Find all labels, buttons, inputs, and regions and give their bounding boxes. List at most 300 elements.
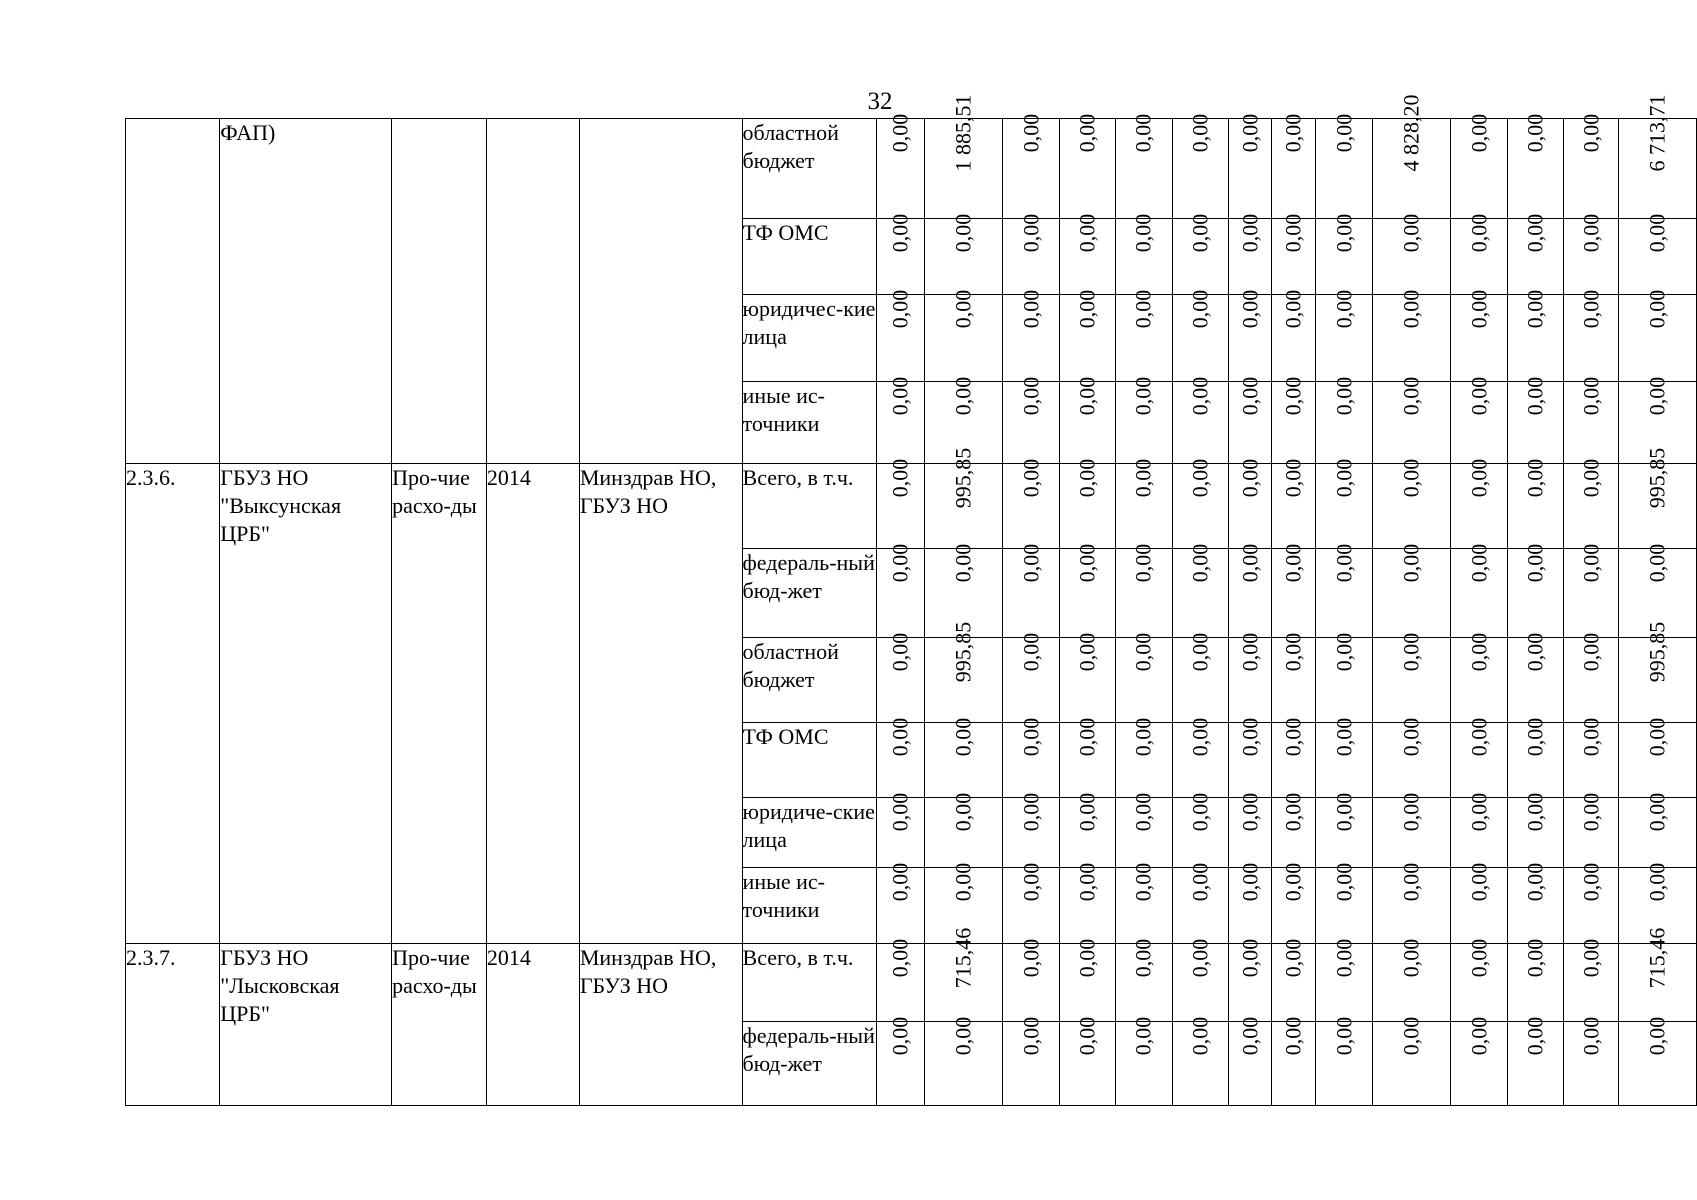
amount-cell bbox=[876, 717, 924, 798]
amount-value: 0,00 bbox=[1465, 376, 1491, 416]
funding-source-cell: иные ис-точники bbox=[742, 382, 876, 464]
amount-cell bbox=[876, 213, 924, 295]
amount-cell bbox=[1618, 289, 1696, 382]
amount-cell bbox=[1172, 632, 1228, 723]
amount-cell bbox=[1618, 792, 1696, 868]
amount-cell bbox=[1507, 862, 1563, 944]
amount-cell bbox=[1172, 862, 1228, 944]
amount-value: 0,00 bbox=[1130, 543, 1156, 583]
amount-cell bbox=[1059, 543, 1115, 638]
amount-value: 0,00 bbox=[1130, 113, 1156, 153]
amount-cell bbox=[1272, 938, 1316, 1022]
amount-cell bbox=[876, 113, 924, 219]
amount-value: 0,00 bbox=[887, 1016, 913, 1056]
amount-value: 995,85 bbox=[950, 621, 976, 683]
amount-value: 0,00 bbox=[1331, 458, 1356, 498]
amount-cell bbox=[1563, 632, 1618, 723]
amount-cell bbox=[1450, 213, 1507, 295]
amount-value: 0,00 bbox=[1522, 458, 1548, 498]
amount-cell bbox=[924, 94, 1002, 219]
amount-cell bbox=[1172, 543, 1228, 638]
amount-value: 0,00 bbox=[1577, 632, 1603, 672]
amount-value: 0,00 bbox=[1280, 717, 1306, 757]
amount-cell bbox=[1507, 113, 1563, 219]
amount-value: 0,00 bbox=[1280, 376, 1306, 416]
amount-cell bbox=[1272, 717, 1316, 798]
funding-source-cell: юридичес-кие лица bbox=[742, 295, 876, 382]
amount-value: 0,00 bbox=[1074, 862, 1100, 902]
amount-value: 0,00 bbox=[887, 862, 913, 902]
amount-value: 0,00 bbox=[1644, 376, 1670, 416]
amount-value: 0,00 bbox=[1017, 632, 1043, 672]
institution-name-cell: ГБУЗ НО "Выксунская ЦРБ" bbox=[220, 464, 392, 944]
amount-cell bbox=[1507, 458, 1563, 549]
funding-source-cell: Всего, в т.ч. bbox=[742, 944, 876, 1022]
amount-value: 0,00 bbox=[1130, 1016, 1156, 1056]
expense-type-cell: Про-чие расхо-ды bbox=[392, 944, 487, 1106]
amount-cell bbox=[1563, 543, 1618, 638]
amount-cell bbox=[1059, 717, 1115, 798]
amount-value: 0,00 bbox=[1236, 938, 1262, 978]
amount-cell bbox=[1228, 717, 1272, 798]
item-code-cell: 2.3.7. bbox=[126, 944, 220, 1106]
amount-value: 0,00 bbox=[1398, 862, 1424, 902]
amount-cell bbox=[1272, 792, 1316, 868]
amount-cell bbox=[1272, 632, 1316, 723]
amount-value: 0,00 bbox=[1017, 717, 1043, 757]
amount-cell bbox=[1507, 543, 1563, 638]
amount-value: 0,00 bbox=[1074, 632, 1100, 672]
amount-value: 0,00 bbox=[1187, 113, 1213, 153]
amount-value: 0,00 bbox=[1577, 543, 1603, 583]
executor-cell bbox=[579, 119, 742, 464]
amount-cell bbox=[1002, 376, 1059, 464]
amount-value: 6 713,71 bbox=[1644, 94, 1670, 172]
amount-cell bbox=[1563, 289, 1618, 382]
amount-cell bbox=[1450, 376, 1507, 464]
amount-value: 995,85 bbox=[1644, 447, 1670, 509]
amount-cell bbox=[876, 376, 924, 464]
amount-cell bbox=[924, 289, 1002, 382]
amount-cell bbox=[1563, 458, 1618, 549]
amount-cell bbox=[1618, 447, 1696, 549]
amount-cell bbox=[1316, 113, 1373, 219]
amount-value: 4 828,20 bbox=[1398, 94, 1424, 172]
amount-cell bbox=[1563, 717, 1618, 798]
amount-cell bbox=[1450, 632, 1507, 723]
amount-value: 0,00 bbox=[1017, 938, 1043, 978]
amount-value: 0,00 bbox=[1577, 938, 1603, 978]
amount-cell bbox=[1563, 1016, 1618, 1106]
amount-cell bbox=[1115, 792, 1172, 868]
amount-value: 0,00 bbox=[1465, 862, 1491, 902]
amount-value: 0,00 bbox=[1331, 543, 1356, 583]
amount-value: 0,00 bbox=[887, 938, 913, 978]
amount-value: 0,00 bbox=[1577, 792, 1603, 832]
amount-cell bbox=[1228, 289, 1272, 382]
amount-value: 0,00 bbox=[1236, 632, 1262, 672]
amount-cell bbox=[1316, 938, 1373, 1022]
amount-cell bbox=[1002, 213, 1059, 295]
amount-value: 0,00 bbox=[887, 376, 913, 416]
amount-cell bbox=[1507, 717, 1563, 798]
amount-cell bbox=[1450, 717, 1507, 798]
amount-cell bbox=[1059, 289, 1115, 382]
amount-cell bbox=[1059, 1016, 1115, 1106]
amount-value: 0,00 bbox=[1187, 289, 1213, 329]
amount-cell bbox=[924, 213, 1002, 295]
amount-value: 0,00 bbox=[1187, 1016, 1213, 1056]
amount-cell bbox=[1372, 458, 1450, 549]
amount-cell bbox=[1172, 938, 1228, 1022]
amount-value: 0,00 bbox=[1187, 792, 1213, 832]
amount-cell bbox=[1059, 458, 1115, 549]
amount-cell bbox=[1115, 458, 1172, 549]
amount-cell bbox=[876, 862, 924, 944]
amount-cell bbox=[876, 792, 924, 868]
funding-source-cell: юридиче-ские лица bbox=[742, 798, 876, 868]
funding-source-cell: Всего, в т.ч. bbox=[742, 464, 876, 549]
amount-cell bbox=[1172, 289, 1228, 382]
amount-value: 0,00 bbox=[1522, 717, 1548, 757]
amount-value: 0,00 bbox=[1074, 792, 1100, 832]
amount-cell bbox=[1002, 289, 1059, 382]
institution-name-cell: ФАП) bbox=[220, 119, 392, 464]
amount-value: 0,00 bbox=[887, 458, 913, 498]
amount-value: 0,00 bbox=[1398, 376, 1424, 416]
page-number: 32 bbox=[867, 88, 893, 115]
executor-cell: Минздрав НО, ГБУЗ НО bbox=[579, 464, 742, 944]
amount-value: 0,00 bbox=[1331, 862, 1356, 902]
amount-cell bbox=[1272, 213, 1316, 295]
amount-value: 0,00 bbox=[1465, 792, 1491, 832]
amount-value: 0,00 bbox=[1187, 213, 1213, 253]
amount-value: 0,00 bbox=[1465, 632, 1491, 672]
amount-value: 0,00 bbox=[1074, 458, 1100, 498]
amount-cell bbox=[1228, 376, 1272, 464]
amount-cell bbox=[1228, 213, 1272, 295]
amount-cell bbox=[876, 543, 924, 638]
amount-value: 0,00 bbox=[1280, 543, 1306, 583]
amount-cell bbox=[1372, 213, 1450, 295]
amount-value: 0,00 bbox=[1236, 289, 1262, 329]
amount-cell bbox=[924, 792, 1002, 868]
amount-cell bbox=[1618, 213, 1696, 295]
amount-cell bbox=[1316, 717, 1373, 798]
amount-value: 0,00 bbox=[1280, 213, 1306, 253]
amount-cell bbox=[1115, 862, 1172, 944]
amount-value: 0,00 bbox=[1331, 289, 1356, 329]
amount-cell bbox=[1372, 632, 1450, 723]
amount-cell bbox=[1618, 94, 1696, 219]
amount-value: 0,00 bbox=[1236, 213, 1262, 253]
amount-value: 0,00 bbox=[1644, 792, 1670, 832]
amount-cell bbox=[1002, 938, 1059, 1022]
amount-cell bbox=[1115, 289, 1172, 382]
amount-cell bbox=[1272, 1016, 1316, 1106]
item-code-cell: 2.3.6. bbox=[126, 464, 220, 944]
amount-cell bbox=[1059, 862, 1115, 944]
amount-cell bbox=[1228, 632, 1272, 723]
amount-value: 0,00 bbox=[1017, 543, 1043, 583]
amount-value: 0,00 bbox=[1465, 289, 1491, 329]
amount-cell bbox=[1002, 458, 1059, 549]
amount-value: 0,00 bbox=[1017, 113, 1043, 153]
amount-value: 0,00 bbox=[1577, 289, 1603, 329]
amount-value: 0,00 bbox=[1398, 213, 1424, 253]
amount-cell bbox=[1172, 376, 1228, 464]
amount-value: 0,00 bbox=[1644, 289, 1670, 329]
amount-cell bbox=[924, 447, 1002, 549]
amount-cell bbox=[1272, 376, 1316, 464]
amount-cell bbox=[1172, 458, 1228, 549]
amount-value: 0,00 bbox=[1280, 1016, 1306, 1056]
funding-source-cell: федераль-ный бюд-жет bbox=[742, 1022, 876, 1106]
amount-cell bbox=[1372, 938, 1450, 1022]
amount-value: 0,00 bbox=[1074, 543, 1100, 583]
amount-cell bbox=[1563, 376, 1618, 464]
amount-value: 0,00 bbox=[1187, 717, 1213, 757]
amount-value: 0,00 bbox=[1187, 938, 1213, 978]
table-row bbox=[126, 119, 1697, 219]
amount-cell bbox=[1115, 632, 1172, 723]
funding-source-cell: ТФ ОМС bbox=[742, 723, 876, 798]
amount-cell bbox=[1316, 1016, 1373, 1106]
amount-cell bbox=[1228, 113, 1272, 219]
amount-cell bbox=[1618, 717, 1696, 798]
amount-value: 0,00 bbox=[1465, 213, 1491, 253]
amount-value: 0,00 bbox=[1398, 938, 1424, 978]
amount-value: 0,00 bbox=[1236, 717, 1262, 757]
amount-cell bbox=[1059, 938, 1115, 1022]
amount-value: 0,00 bbox=[1465, 1016, 1491, 1056]
amount-value: 0,00 bbox=[1644, 862, 1670, 902]
amount-cell bbox=[1316, 543, 1373, 638]
amount-cell bbox=[1228, 458, 1272, 549]
amount-value: 0,00 bbox=[1280, 458, 1306, 498]
amount-cell bbox=[924, 1016, 1002, 1106]
amount-value: 0,00 bbox=[1130, 213, 1156, 253]
amount-value: 0,00 bbox=[1577, 1016, 1603, 1056]
amount-cell bbox=[1563, 862, 1618, 944]
amount-cell bbox=[1059, 213, 1115, 295]
amount-value: 0,00 bbox=[1236, 113, 1262, 153]
amount-cell bbox=[1563, 113, 1618, 219]
amount-cell bbox=[1507, 1016, 1563, 1106]
amount-value: 0,00 bbox=[1331, 376, 1356, 416]
amount-cell bbox=[1115, 213, 1172, 295]
amount-value: 0,00 bbox=[1522, 792, 1548, 832]
amount-value: 0,00 bbox=[1130, 376, 1156, 416]
amount-value: 0,00 bbox=[1280, 938, 1306, 978]
amount-value: 0,00 bbox=[1644, 213, 1670, 253]
amount-value: 0,00 bbox=[1398, 289, 1424, 329]
institution-name-cell: ГБУЗ НО "Лысковская ЦРБ" bbox=[220, 944, 392, 1106]
amount-value: 0,00 bbox=[1017, 213, 1043, 253]
amount-value: 0,00 bbox=[1187, 632, 1213, 672]
amount-cell bbox=[1172, 113, 1228, 219]
amount-cell bbox=[1450, 543, 1507, 638]
amount-value: 0,00 bbox=[950, 289, 976, 329]
amount-value: 0,00 bbox=[1017, 289, 1043, 329]
amount-cell bbox=[1372, 289, 1450, 382]
funding-source-cell: ТФ ОМС bbox=[742, 219, 876, 295]
amount-value: 0,00 bbox=[887, 113, 913, 153]
expense-type-cell: Про-чие расхо-ды bbox=[392, 464, 487, 944]
amount-value: 0,00 bbox=[1187, 376, 1213, 416]
amount-cell bbox=[1316, 792, 1373, 868]
amount-cell bbox=[1316, 862, 1373, 944]
amount-cell bbox=[924, 717, 1002, 798]
funding-source-cell: федераль-ный бюд-жет bbox=[742, 549, 876, 638]
amount-cell bbox=[1272, 289, 1316, 382]
amount-value: 0,00 bbox=[1130, 792, 1156, 832]
amount-value: 0,00 bbox=[1236, 792, 1262, 832]
amount-value: 0,00 bbox=[1130, 717, 1156, 757]
amount-value: 0,00 bbox=[1236, 862, 1262, 902]
amount-cell bbox=[876, 1016, 924, 1106]
amount-value: 0,00 bbox=[1644, 543, 1670, 583]
amount-cell bbox=[1115, 1016, 1172, 1106]
amount-value: 0,00 bbox=[887, 289, 913, 329]
amount-cell bbox=[1228, 938, 1272, 1022]
amount-cell bbox=[1002, 792, 1059, 868]
amount-cell bbox=[1316, 458, 1373, 549]
amount-value: 0,00 bbox=[1522, 376, 1548, 416]
amount-cell bbox=[1372, 543, 1450, 638]
amount-cell bbox=[876, 938, 924, 1022]
amount-cell bbox=[1228, 792, 1272, 868]
amount-value: 0,00 bbox=[1522, 938, 1548, 978]
amount-value: 0,00 bbox=[1017, 862, 1043, 902]
amount-value: 0,00 bbox=[1522, 632, 1548, 672]
amount-cell bbox=[1450, 289, 1507, 382]
amount-value: 0,00 bbox=[950, 717, 976, 757]
amount-value: 0,00 bbox=[1331, 1016, 1356, 1056]
amount-cell bbox=[1172, 792, 1228, 868]
amount-value: 0,00 bbox=[1331, 113, 1356, 153]
amount-value: 0,00 bbox=[1522, 289, 1548, 329]
amount-value: 0,00 bbox=[950, 1016, 976, 1056]
amount-value: 0,00 bbox=[1280, 289, 1306, 329]
amount-cell bbox=[1172, 1016, 1228, 1106]
amount-cell bbox=[1316, 632, 1373, 723]
expense-type-cell bbox=[392, 119, 487, 464]
year-cell: 2014 bbox=[486, 464, 579, 944]
year-cell bbox=[486, 119, 579, 464]
amount-value: 0,00 bbox=[1074, 376, 1100, 416]
amount-cell bbox=[1172, 717, 1228, 798]
amount-cell bbox=[1618, 1016, 1696, 1106]
amount-value: 0,00 bbox=[1017, 376, 1043, 416]
amount-value: 715,46 bbox=[950, 927, 976, 989]
amount-value: 0,00 bbox=[1577, 213, 1603, 253]
amount-cell bbox=[1507, 632, 1563, 723]
amount-value: 0,00 bbox=[887, 717, 913, 757]
amount-value: 0,00 bbox=[1074, 213, 1100, 253]
amount-cell bbox=[1059, 113, 1115, 219]
amount-value: 0,00 bbox=[1074, 1016, 1100, 1056]
amount-value: 0,00 bbox=[887, 632, 913, 672]
amount-cell bbox=[1272, 113, 1316, 219]
amount-value: 0,00 bbox=[1522, 213, 1548, 253]
amount-cell bbox=[924, 927, 1002, 1022]
amount-cell bbox=[1059, 792, 1115, 868]
amount-value: 0,00 bbox=[950, 376, 976, 416]
amount-cell bbox=[1450, 1016, 1507, 1106]
amount-cell bbox=[1059, 376, 1115, 464]
amount-value: 0,00 bbox=[1577, 113, 1603, 153]
amount-value: 0,00 bbox=[1130, 862, 1156, 902]
amount-cell bbox=[1002, 1016, 1059, 1106]
amount-cell bbox=[1372, 94, 1450, 219]
amount-value: 0,00 bbox=[1465, 938, 1491, 978]
amount-cell bbox=[1372, 717, 1450, 798]
amount-value: 0,00 bbox=[1331, 632, 1356, 672]
amount-cell bbox=[1618, 927, 1696, 1022]
amount-value: 0,00 bbox=[1522, 1016, 1548, 1056]
amount-value: 0,00 bbox=[950, 543, 976, 583]
amount-value: 0,00 bbox=[1331, 792, 1356, 832]
amount-value: 0,00 bbox=[1130, 458, 1156, 498]
amount-value: 0,00 bbox=[1398, 458, 1424, 498]
amount-value: 0,00 bbox=[1187, 543, 1213, 583]
amount-cell bbox=[1272, 458, 1316, 549]
amount-cell bbox=[1272, 543, 1316, 638]
amount-value: 0,00 bbox=[887, 792, 913, 832]
amount-cell bbox=[1228, 543, 1272, 638]
amount-value: 0,00 bbox=[1577, 862, 1603, 902]
amount-cell bbox=[1563, 938, 1618, 1022]
amount-value: 0,00 bbox=[1280, 632, 1306, 672]
amount-cell bbox=[876, 632, 924, 723]
funding-source-cell: областной бюджет bbox=[742, 638, 876, 723]
amount-value: 715,46 bbox=[1644, 927, 1670, 989]
amount-value: 0,00 bbox=[887, 543, 913, 583]
amount-cell bbox=[1002, 113, 1059, 219]
executor-cell: Минздрав НО, ГБУЗ НО bbox=[579, 944, 742, 1106]
amount-cell bbox=[1507, 792, 1563, 868]
table-row bbox=[126, 944, 1697, 1022]
amount-value: 0,00 bbox=[950, 213, 976, 253]
amount-value: 0,00 bbox=[1331, 717, 1356, 757]
amount-value: 0,00 bbox=[1236, 458, 1262, 498]
amount-cell bbox=[1450, 458, 1507, 549]
amount-value: 0,00 bbox=[1017, 1016, 1043, 1056]
amount-value: 0,00 bbox=[1236, 543, 1262, 583]
amount-value: 0,00 bbox=[1398, 632, 1424, 672]
table-row bbox=[126, 464, 1697, 549]
amount-value: 0,00 bbox=[1398, 792, 1424, 832]
amount-value: 0,00 bbox=[950, 862, 976, 902]
amount-value: 0,00 bbox=[1017, 792, 1043, 832]
item-code-cell bbox=[126, 119, 220, 464]
amount-value: 995,85 bbox=[950, 447, 976, 509]
amount-value: 0,00 bbox=[1280, 792, 1306, 832]
amount-cell bbox=[1115, 543, 1172, 638]
amount-value: 0,00 bbox=[1522, 113, 1548, 153]
amount-cell bbox=[1618, 621, 1696, 723]
amount-cell bbox=[1002, 632, 1059, 723]
amount-value: 0,00 bbox=[1644, 717, 1670, 757]
amount-cell bbox=[1563, 792, 1618, 868]
amount-value: 0,00 bbox=[1465, 458, 1491, 498]
amount-value: 0,00 bbox=[1398, 1016, 1424, 1056]
amount-cell bbox=[1115, 376, 1172, 464]
amount-cell bbox=[1228, 862, 1272, 944]
amount-cell bbox=[1115, 113, 1172, 219]
amount-value: 0,00 bbox=[1398, 543, 1424, 583]
